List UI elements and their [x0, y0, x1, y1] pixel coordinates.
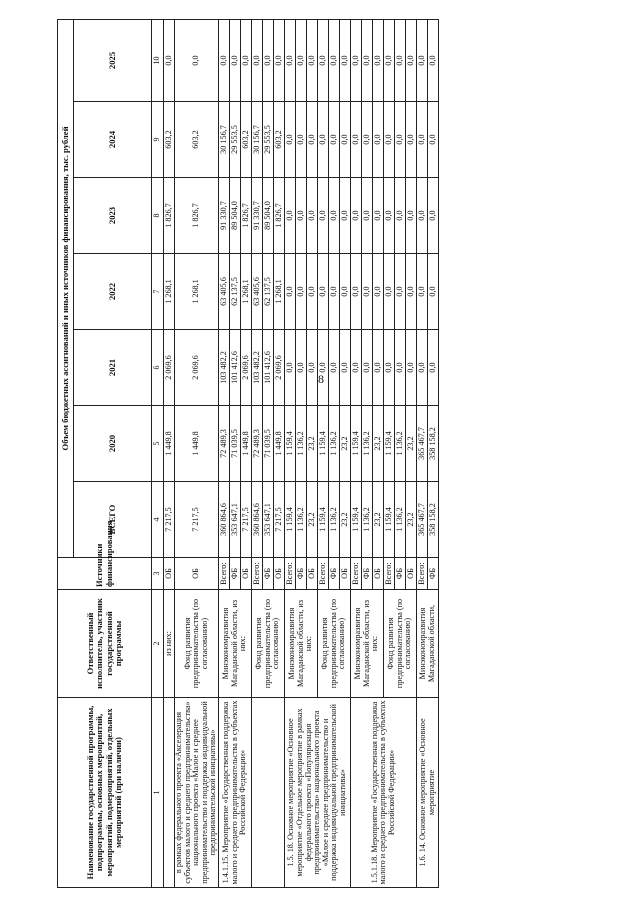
row-value-6: 0,0: [296, 19, 307, 101]
column-number-1: 2: [152, 590, 164, 698]
row-name-cell: [164, 698, 175, 888]
row-source-cell: ФБ: [362, 558, 373, 590]
row-value-1: 1 136,2: [395, 406, 406, 482]
row-value-0: 7 217,5: [164, 482, 175, 558]
row-value-1: 72 489,3: [219, 406, 230, 482]
row-value-1: 1 136,2: [296, 406, 307, 482]
row-responsible-cell: Минэкономразвития Магаданской области,: [417, 590, 439, 698]
row-value-0: 1 136,2: [362, 482, 373, 558]
column-number-3: 4: [152, 482, 164, 558]
row-value-4: 0,0: [340, 178, 351, 254]
row-value-1: 365 467,7: [417, 406, 428, 482]
row-value-5: 0,0: [340, 102, 351, 178]
row-value-4: 0,0: [395, 178, 406, 254]
row-value-0: 23,2: [307, 482, 318, 558]
row-value-2: 2 069,6: [274, 330, 285, 406]
column-number-8: 9: [152, 102, 164, 178]
row-value-4: 0,0: [307, 178, 318, 254]
row-value-5: 0,0: [285, 102, 296, 178]
row-value-4: 0,0: [406, 178, 417, 254]
row-value-3: 0,0: [373, 254, 384, 330]
row-source-cell: ОБ: [307, 558, 318, 590]
row-value-1: 23,2: [340, 406, 351, 482]
row-value-6: 0,0: [252, 19, 263, 101]
row-value-2: 0,0: [296, 330, 307, 406]
row-value-4: 91 330,7: [219, 178, 230, 254]
row-value-2: 0,0: [395, 330, 406, 406]
row-value-0: 360 864,6: [252, 482, 263, 558]
row-value-6: 0,0: [362, 19, 373, 101]
row-name-cell: в рамках федерального проекта «Акселерация субъектов малого и среднего предпринимательства» национального проекта «Малое и среднее предпринимательство и поддержка индивидуальной предпринимательской инициативы»: [175, 698, 219, 888]
row-value-6: 0,0: [373, 19, 384, 101]
row-value-5: 603,2: [274, 102, 285, 178]
column-number-9: 10: [152, 19, 164, 101]
row-value-4: 0,0: [318, 178, 329, 254]
row-source-cell: ОБ: [373, 558, 384, 590]
column-number-4: 5: [152, 406, 164, 482]
row-value-4: 0,0: [362, 178, 373, 254]
row-value-4: 0,0: [285, 178, 296, 254]
row-value-0: 1 159,4: [351, 482, 362, 558]
row-value-0: 23,2: [340, 482, 351, 558]
row-value-0: 7 217,5: [241, 482, 252, 558]
row-value-5: 0,0: [384, 102, 395, 178]
row-value-6: 0,0: [384, 19, 395, 101]
row-value-1: 1 449,8: [175, 406, 219, 482]
header-year-0: ВСЕГО: [74, 482, 152, 558]
row-value-2: 0,0: [417, 330, 428, 406]
row-value-3: 0,0: [318, 254, 329, 330]
row-value-2: 0,0: [307, 330, 318, 406]
row-name-cell: 1.5. 18. Основное мероприятие «Основное мероприятие «Отдельное мероприятие в рамках федерального проекта «Популяризация предпринимательства» национального проекта «Малое и среднее предпринимательство и поддержка индивидуальной предпринимательской инициативы»: [285, 698, 351, 888]
header-year-1: 2020: [74, 406, 152, 482]
financing-table: [57, 19, 439, 888]
row-value-2: 2 069,6: [164, 330, 175, 406]
row-value-3: 0,0: [329, 254, 340, 330]
table-row: [417, 19, 428, 887]
row-value-1: 358 158,2: [428, 406, 439, 482]
row-value-5: 29 553,5: [230, 102, 241, 178]
row-value-4: 0,0: [373, 178, 384, 254]
row-value-4: 0,0: [296, 178, 307, 254]
row-value-6: 0,0: [428, 19, 439, 101]
row-value-2: 0,0: [428, 330, 439, 406]
row-value-4: 1 826,7: [164, 178, 175, 254]
row-value-1: 1 136,2: [329, 406, 340, 482]
row-value-2: 2 069,6: [175, 330, 219, 406]
row-responsible-cell: из них:: [164, 590, 175, 698]
row-value-4: 0,0: [351, 178, 362, 254]
row-value-3: 0,0: [340, 254, 351, 330]
row-value-5: 0,0: [406, 102, 417, 178]
row-value-3: 0,0: [296, 254, 307, 330]
row-value-6: 0,0: [175, 19, 219, 101]
row-source-cell: Всего:: [351, 558, 362, 590]
row-value-3: 63 405,6: [252, 254, 263, 330]
row-value-5: 0,0: [318, 102, 329, 178]
header-year-2: 2021: [74, 330, 152, 406]
row-source-cell: ФБ: [263, 558, 274, 590]
column-number-0: 1: [152, 698, 164, 888]
row-value-0: 7 217,5: [175, 482, 219, 558]
row-name-cell: 1.5.1.18. Мероприятие «Государственная поддержка малого и среднего предпринимательства в субъектах Российской Федерации»: [351, 698, 417, 888]
row-value-0: 360 864,6: [219, 482, 230, 558]
header-source: Источники финансирования: [58, 558, 152, 590]
row-value-1: 23,2: [406, 406, 417, 482]
column-number-6: 7: [152, 254, 164, 330]
row-value-4: 89 504,0: [230, 178, 241, 254]
row-source-cell: ФБ: [296, 558, 307, 590]
row-value-3: 0,0: [406, 254, 417, 330]
row-value-6: 0,0: [285, 19, 296, 101]
row-name-cell: 1.6. 14. Основное мероприятие «Основное мероприятие: [417, 698, 439, 888]
row-value-2: 0,0: [340, 330, 351, 406]
header-volume: Объем бюджетных ассигнований и иных источников финансирования, тыс. рублей: [58, 19, 74, 557]
row-value-0: 7 217,5: [274, 482, 285, 558]
row-source-cell: ОБ: [175, 558, 219, 590]
header-year-4: 2023: [74, 178, 152, 254]
row-responsible-cell: Фонд развития предпринимательства (по согласованию): [175, 590, 219, 698]
row-value-2: 0,0: [329, 330, 340, 406]
row-source-cell: ОБ: [164, 558, 175, 590]
row-value-5: 0,0: [329, 102, 340, 178]
header-year-5: 2024: [74, 102, 152, 178]
row-value-3: 62 137,5: [263, 254, 274, 330]
row-value-4: 91 330,7: [252, 178, 263, 254]
row-value-0: 353 647,1: [230, 482, 241, 558]
row-value-2: 0,0: [406, 330, 417, 406]
row-value-5: 603,2: [175, 102, 219, 178]
row-value-0: 353 647,1: [263, 482, 274, 558]
row-value-4: 0,0: [417, 178, 428, 254]
page-number: 8: [318, 372, 324, 386]
row-value-3: 0,0: [395, 254, 406, 330]
row-value-2: 0,0: [362, 330, 373, 406]
rotated-table-container: [57, 20, 592, 888]
row-value-6: 0,0: [219, 19, 230, 101]
row-value-1: 1 449,8: [164, 406, 175, 482]
row-value-4: 0,0: [384, 178, 395, 254]
row-value-4: 89 504,0: [263, 178, 274, 254]
row-name-cell: 1.4.1.15. Мероприятие «Государственная поддержка малого и среднего предпринимательства в субъектах Российской Федерации»: [219, 698, 252, 888]
row-value-0: 358 158,2: [428, 482, 439, 558]
row-value-2: 103 482,2: [219, 330, 230, 406]
row-value-3: 0,0: [362, 254, 373, 330]
row-value-3: 0,0: [285, 254, 296, 330]
row-value-3: 62 137,5: [230, 254, 241, 330]
row-value-0: 1 159,4: [285, 482, 296, 558]
row-value-6: 0,0: [395, 19, 406, 101]
row-value-2: 2 069,6: [241, 330, 252, 406]
row-value-1: 1 449,8: [241, 406, 252, 482]
rotated-page: [57, 20, 592, 888]
row-value-1: 1 159,4: [285, 406, 296, 482]
row-source-cell: ОБ: [274, 558, 285, 590]
row-responsible-cell: Минэкономразвития Магаданской области, из них:: [351, 590, 384, 698]
row-value-5: 0,0: [296, 102, 307, 178]
row-value-5: 603,2: [241, 102, 252, 178]
row-value-1: 1 159,4: [318, 406, 329, 482]
row-value-6: 0,0: [230, 19, 241, 101]
row-value-6: 0,0: [417, 19, 428, 101]
row-responsible-cell: Фонд развития предпринимательства (по согласованию): [384, 590, 417, 698]
row-value-6: 0,0: [307, 19, 318, 101]
row-value-0: 1 136,2: [395, 482, 406, 558]
row-source-cell: Всего:: [417, 558, 428, 590]
row-source-cell: ФБ: [395, 558, 406, 590]
row-value-3: 0,0: [307, 254, 318, 330]
row-value-1: 1 449,8: [274, 406, 285, 482]
row-value-0: 365 467,7: [417, 482, 428, 558]
row-value-2: 0,0: [373, 330, 384, 406]
row-value-3: 1 268,1: [164, 254, 175, 330]
row-source-cell: Всего:: [219, 558, 230, 590]
row-value-6: 0,0: [263, 19, 274, 101]
row-responsible-cell: Фонд развития предпринимательства (по согласованию): [318, 590, 351, 698]
row-value-0: 1 159,4: [384, 482, 395, 558]
row-value-4: 1 826,7: [274, 178, 285, 254]
row-source-cell: Всего:: [285, 558, 296, 590]
row-value-1: 23,2: [307, 406, 318, 482]
column-number-5: 6: [152, 330, 164, 406]
row-responsible-cell: Минэкономразвития Магаданской области, из них:: [219, 590, 252, 698]
row-value-2: 0,0: [351, 330, 362, 406]
row-source-cell: Всего:: [318, 558, 329, 590]
row-value-4: 1 826,7: [175, 178, 219, 254]
row-value-5: 0,0: [307, 102, 318, 178]
row-value-5: 603,2: [164, 102, 175, 178]
row-value-3: 0,0: [428, 254, 439, 330]
row-value-2: 0,0: [384, 330, 395, 406]
row-value-1: 71 039,5: [263, 406, 274, 482]
row-value-6: 0,0: [164, 19, 175, 101]
row-responsible-cell: Фонд развития предпринимательства (по согласованию): [252, 590, 285, 698]
row-value-1: 1 136,2: [362, 406, 373, 482]
row-value-4: 1 826,7: [241, 178, 252, 254]
table-row: [164, 19, 175, 887]
row-value-6: 0,0: [241, 19, 252, 101]
row-value-1: 71 039,5: [230, 406, 241, 482]
row-value-3: 0,0: [384, 254, 395, 330]
row-value-6: 0,0: [274, 19, 285, 101]
table-row: [175, 19, 219, 887]
row-source-cell: ФБ: [329, 558, 340, 590]
table-row: [252, 19, 263, 887]
row-value-6: 0,0: [340, 19, 351, 101]
row-value-5: 29 553,5: [263, 102, 274, 178]
row-value-2: 101 412,6: [230, 330, 241, 406]
column-number-7: 8: [152, 178, 164, 254]
row-value-1: 72 489,3: [252, 406, 263, 482]
row-value-0: 1 136,2: [296, 482, 307, 558]
table-row: [285, 19, 296, 887]
row-value-5: 30 156,7: [219, 102, 230, 178]
row-source-cell: ОБ: [340, 558, 351, 590]
row-value-0: 23,2: [373, 482, 384, 558]
row-value-5: 0,0: [428, 102, 439, 178]
row-value-5: 0,0: [373, 102, 384, 178]
row-responsible-cell: Минэкономразвития Магаданской области, из них:: [285, 590, 318, 698]
row-value-5: 0,0: [395, 102, 406, 178]
row-value-2: 0,0: [318, 330, 329, 406]
row-value-5: 0,0: [351, 102, 362, 178]
row-value-0: 23,2: [406, 482, 417, 558]
row-value-2: 0,0: [285, 330, 296, 406]
header-responsible: Ответственный исполнитель, участник государственной программы: [58, 590, 152, 698]
row-value-0: 1 136,2: [329, 482, 340, 558]
header-year-3: 2022: [74, 254, 152, 330]
row-value-3: 63 405,6: [219, 254, 230, 330]
row-source-cell: ФБ: [230, 558, 241, 590]
row-value-6: 0,0: [329, 19, 340, 101]
row-value-6: 0,0: [351, 19, 362, 101]
row-value-5: 30 156,7: [252, 102, 263, 178]
row-value-3: 1 268,1: [175, 254, 219, 330]
row-value-2: 103 482,2: [252, 330, 263, 406]
row-source-cell: Всего:: [252, 558, 263, 590]
row-source-cell: Всего:: [384, 558, 395, 590]
row-value-5: 0,0: [417, 102, 428, 178]
header-year-6: 2025: [74, 19, 152, 101]
row-value-3: 0,0: [417, 254, 428, 330]
table-row: [219, 19, 230, 887]
row-source-cell: ОБ: [241, 558, 252, 590]
row-value-1: 1 159,4: [351, 406, 362, 482]
header-name: Наименование государственной программы, подпрограммы, основных мероприятий, мероприятий, подмероприятий, отдельных мероприятий (при наличии): [58, 698, 152, 888]
row-value-6: 0,0: [406, 19, 417, 101]
row-value-1: 23,2: [373, 406, 384, 482]
row-value-3: 1 268,1: [274, 254, 285, 330]
row-value-3: 0,0: [351, 254, 362, 330]
column-number-2: 3: [152, 558, 164, 590]
table-row: [351, 19, 362, 887]
row-value-2: 101 412,6: [263, 330, 274, 406]
row-source-cell: ФБ: [428, 558, 439, 590]
row-value-5: 0,0: [362, 102, 373, 178]
row-value-4: 0,0: [329, 178, 340, 254]
row-value-1: 1 159,4: [384, 406, 395, 482]
row-value-6: 0,0: [318, 19, 329, 101]
row-value-4: 0,0: [428, 178, 439, 254]
row-name-cell: [252, 698, 285, 888]
row-value-3: 1 268,1: [241, 254, 252, 330]
row-source-cell: ОБ: [406, 558, 417, 590]
row-value-0: 1 159,4: [318, 482, 329, 558]
